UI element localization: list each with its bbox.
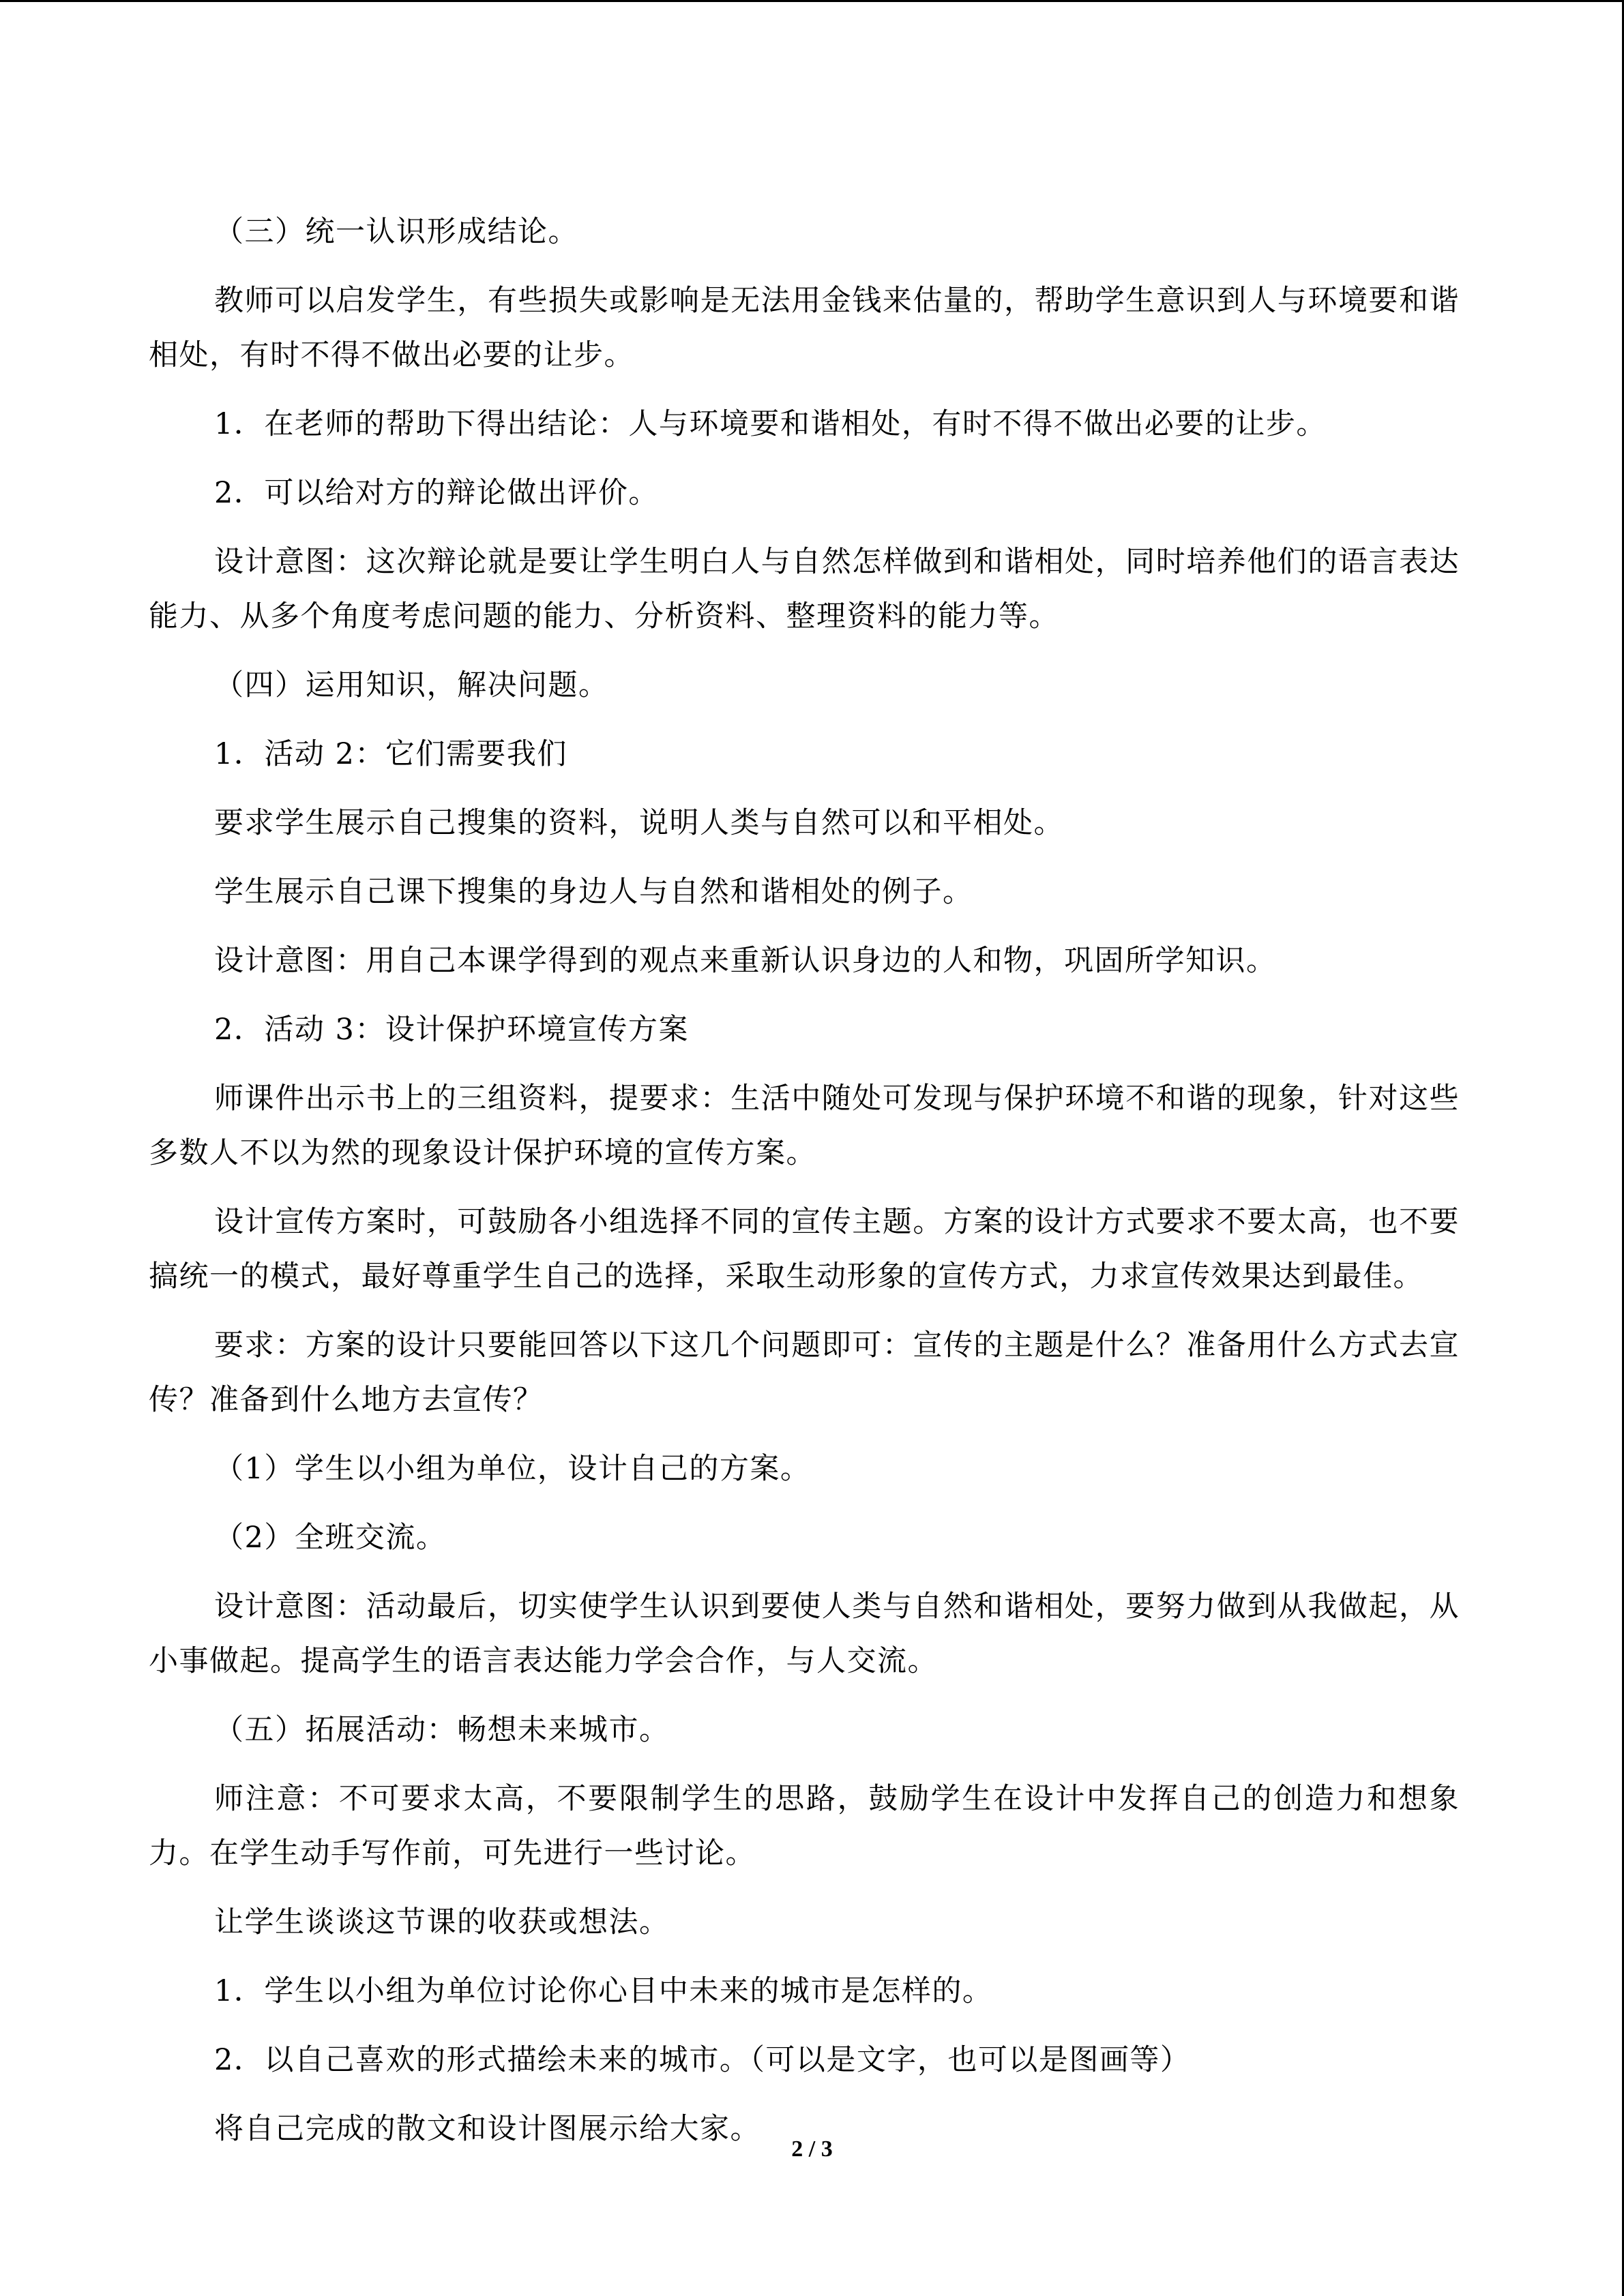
paragraph-design-intent: 设计意图：活动最后，切实使学生认识到要使人类与自然和谐相处，要努力做到从我做起，从小事做起。提高学生的语言表达能力学会合作，与人交流。 xyxy=(149,1590,1460,1678)
paragraph: 学生展示自己课下搜集的身边人与自然和谐相处的例子。 xyxy=(214,875,973,909)
paragraph: 让学生谈谈这节课的收获或想法。 xyxy=(214,1905,670,1939)
paragraph: 2．以自己喜欢的形式描绘未来的城市。（可以是文字，也可以是图画等） xyxy=(214,2043,1191,2077)
paragraph: 设计宣传方案时，可鼓励各小组选择不同的宣传主题。方案的设计方式要求不要太高，也不要搞统一的模式，最好尊重学生自己的选择，采取生动形象的宣传方式，力求宣传效果达到最佳。 xyxy=(149,1205,1460,1294)
paragraph-design-intent: 设计意图：用自己本课学得到的观点来重新认识身边的人和物，巩固所学知识。 xyxy=(214,944,1277,978)
paragraph: 将自己完成的散文和设计图展示给大家。 xyxy=(214,2112,761,2146)
document-body xyxy=(149,205,1460,2171)
paragraph-activity-2: 1．活动 2：它们需要我们 xyxy=(214,737,567,771)
paragraph: 1．在老师的帮助下得出结论：人与环境要和谐相处，有时不得不做出必要的让步。 xyxy=(214,407,1327,441)
paragraph-section-5-heading: （五）拓展活动：畅想未来城市。 xyxy=(214,1713,670,1747)
paragraph: 师注意：不可要求太高，不要限制学生的思路，鼓励学生在设计中发挥自己的创造力和想象力。在学生动手写作前，可先进行一些讨论。 xyxy=(149,1782,1460,1870)
paragraph-activity-3: 2．活动 3：设计保护环境宣传方案 xyxy=(214,1013,689,1047)
paragraph: （2）全班交流。 xyxy=(214,1521,447,1555)
paragraph: （1）学生以小组为单位，设计自己的方案。 xyxy=(214,1452,811,1486)
paragraph-section-3-heading: （三）统一认识形成结论。 xyxy=(214,215,578,249)
paragraph: 要求学生展示自己搜集的资料，说明人类与自然可以和平相处。 xyxy=(214,806,1064,840)
paragraph-section-4-heading: （四）运用知识，解决问题。 xyxy=(214,668,609,702)
paragraph: 要求：方案的设计只要能回答以下这几个问题即可：宣传的主题是什么？准备用什么方式去宣传？准备到什么地方去宣传？ xyxy=(149,1328,1460,1417)
paragraph: 1．学生以小组为单位讨论你心目中未来的城市是怎样的。 xyxy=(214,1974,993,2008)
paragraph: 师课件出示书上的三组资料，提要求：生活中随处可发现与保护环境不和谐的现象，针对这些多数人不以为然的现象设计保护环境的宣传方案。 xyxy=(149,1082,1460,1170)
paragraph-design-intent: 设计意图：这次辩论就是要让学生明白人与自然怎样做到和谐相处，同时培养他们的语言表达能力、从多个角度考虑问题的能力、分析资料、整理资料的能力等。 xyxy=(149,545,1460,633)
paragraph: 2．可以给对方的辩论做出评价。 xyxy=(214,476,659,510)
paragraph: 教师可以启发学生，有些损失或影响是无法用金钱来估量的，帮助学生意识到人与环境要和谐相处，有时不得不做出必要的让步。 xyxy=(149,284,1460,372)
page-top-border xyxy=(0,0,1624,2)
page-number: 2 / 3 xyxy=(791,2136,833,2162)
